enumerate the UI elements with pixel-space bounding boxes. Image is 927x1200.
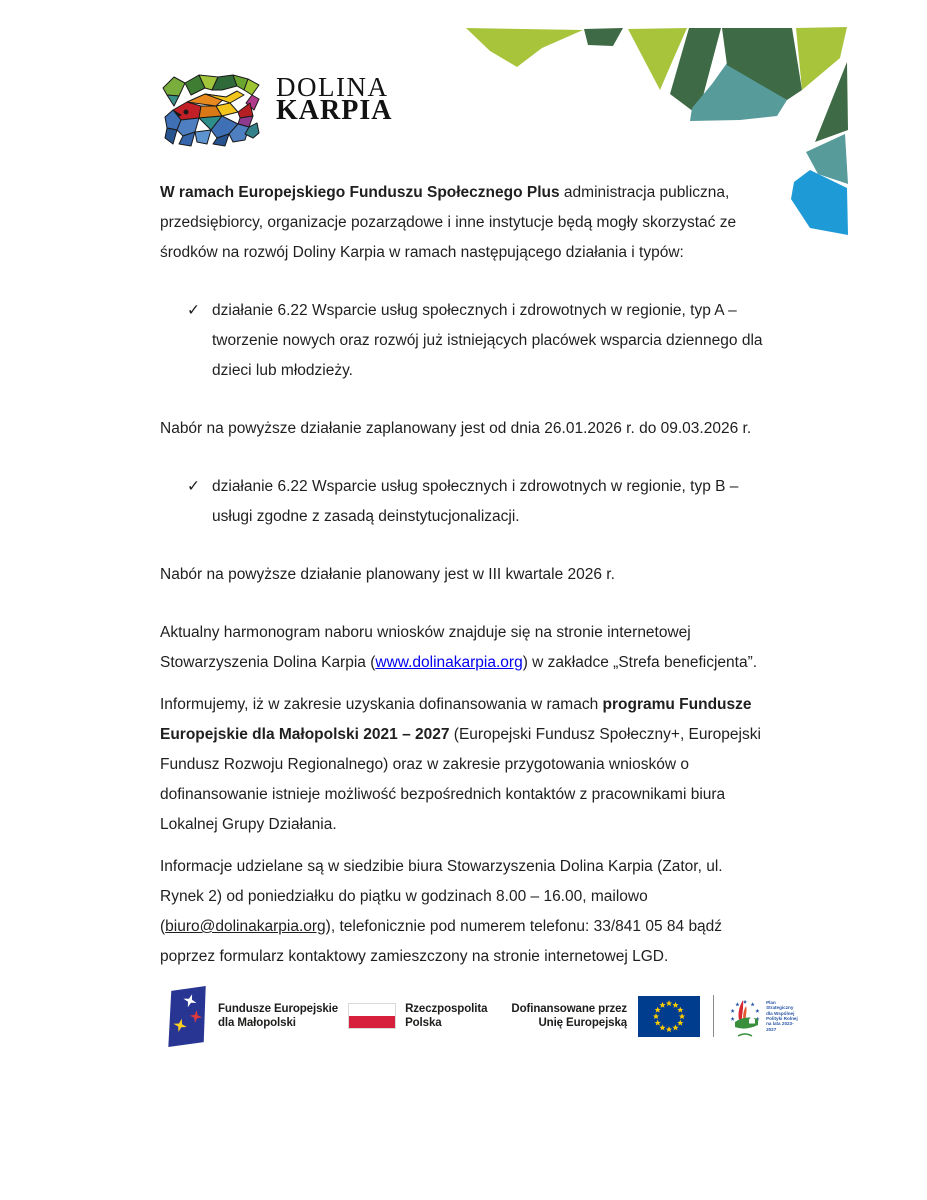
text-run: programu Fundusze Europejskie dla Małopolski 2021 – 2027	[160, 696, 752, 743]
eu-cofunded-label-line1: Dofinansowane przez	[511, 1003, 628, 1015]
text-run: Nabór na powyższe działanie planowany jest w III kwartale 2026 r.	[160, 566, 615, 583]
text-run: administracja publiczna, przedsiębiorcy, organizacje pozarządowe i inne instytucje będą mogły skorzystać ze środków na rozwój Doliny Karpia w ramach następującego działania i typów:	[160, 184, 737, 261]
document-body	[160, 178, 764, 972]
eu-flag-icon	[638, 996, 700, 1037]
bullet-text	[212, 472, 764, 532]
text-run: ) w zakładce „Strefa beneficjenta”.	[522, 654, 758, 671]
check-icon: ✓	[187, 478, 200, 495]
fe-label-line1: Fundusze Europejskie	[218, 1003, 339, 1015]
paragraph	[160, 414, 764, 444]
carp-mosaic-logo	[160, 72, 262, 148]
footer-divider	[713, 995, 714, 1037]
text-run: Informacje udzielane są w siedzibie biura Stowarzyszenia Dolina Karpia (Zator, ul. Rynek 2) od poniedziałku do piątku w godzinach 8.00 – 16.00, mailowo (	[160, 858, 723, 935]
text-run: Informujemy, iż w zakresie uzyskania dofinansowania w ramach	[160, 696, 603, 713]
check-icon: ✓	[187, 302, 200, 319]
text-run: działanie 6.22 Wsparcie usług społecznych i zdrowotnych w regionie, typ B – usługi zgodne z zasadą deinstytucjonalizacji.	[212, 478, 739, 525]
poland-label-line1: Rzeczpospolita	[405, 1003, 488, 1015]
blank-line	[160, 398, 764, 414]
text-run: (Europejski Fundusz Społeczny+, Europejski Fundusz Rozwoju Regionalnego) oraz w zakresie przygotowania wniosków o dofinansowanie istnieje możliwość bezpośrednich kontaktów z pracownikami biura Lokalnej Grupy Działania.	[160, 726, 761, 833]
hyperlink[interactable]: www.dolinakarpia.org	[375, 654, 523, 671]
footer-logos	[168, 984, 927, 1048]
text-run: Aktualny harmonogram naboru wniosków znajduje się na stronie internetowej Stowarzyszenia Dolina Karpia (	[160, 624, 691, 671]
text-run: działanie 6.22 Wsparcie usług społecznych i zdrowotnych w regionie, typ A – tworzenie nowych oraz rozwój już istniejących placówek wsparcia dziennego dla dzieci lub młodzieży.	[212, 302, 763, 379]
bullet-item	[160, 296, 764, 386]
fe-label-line2: dla Małopolski	[218, 1017, 296, 1029]
blank-line	[160, 456, 764, 472]
text-run: W ramach Europejskiego Funduszu Społecznego Plus	[160, 184, 560, 201]
paragraph	[160, 618, 764, 678]
fe-label	[218, 1002, 338, 1030]
brand-wordmark	[276, 72, 393, 126]
blank-line	[160, 280, 764, 296]
paragraph	[160, 560, 764, 590]
poland-flag-icon	[348, 1003, 396, 1029]
fe-flag-icon	[168, 986, 208, 1047]
blank-line	[160, 602, 764, 618]
corner-mosaic-decoration	[458, 24, 860, 239]
eu-cofunded-label-line2: Unię Europejską	[538, 1017, 628, 1029]
logo-rzeczpospolita-polska	[348, 1002, 487, 1030]
bullet-item	[160, 472, 764, 532]
bullet-text	[212, 296, 764, 386]
hyperlink[interactable]: biuro@dolinakarpia.org	[165, 918, 326, 935]
wpr-plan-logo-icon	[728, 994, 762, 1039]
brand-title-line2: KARPIA	[276, 95, 393, 126]
eu-cofunded-label	[511, 1002, 627, 1030]
csp-label: Plan Strategiczny dla Wspólnej Polityki Rolnej na lata 2023-2027	[766, 999, 798, 1032]
poland-label	[405, 1002, 487, 1030]
logo-eu-cofunded	[511, 996, 700, 1037]
logo-fundusze-europejskie	[168, 986, 338, 1047]
text-run: Nabór na powyższe działanie zaplanowany jest od dnia 26.01.2026 r. do 09.03.2026 r.	[160, 420, 752, 437]
paragraph	[160, 852, 764, 972]
brand-title-line1: DOLINA	[276, 72, 389, 102]
text-run: ), telefonicznie pod numerem telefonu: 33/841 05 84 bądź poprzez formularz kontaktowy zamieszczony na stronie internetowej LGD.	[160, 918, 723, 965]
poland-label-line2: Polska	[405, 1017, 442, 1029]
paragraph	[160, 690, 764, 840]
logo-plan-strategiczny-wpr	[728, 994, 800, 1039]
blank-line	[160, 544, 764, 560]
